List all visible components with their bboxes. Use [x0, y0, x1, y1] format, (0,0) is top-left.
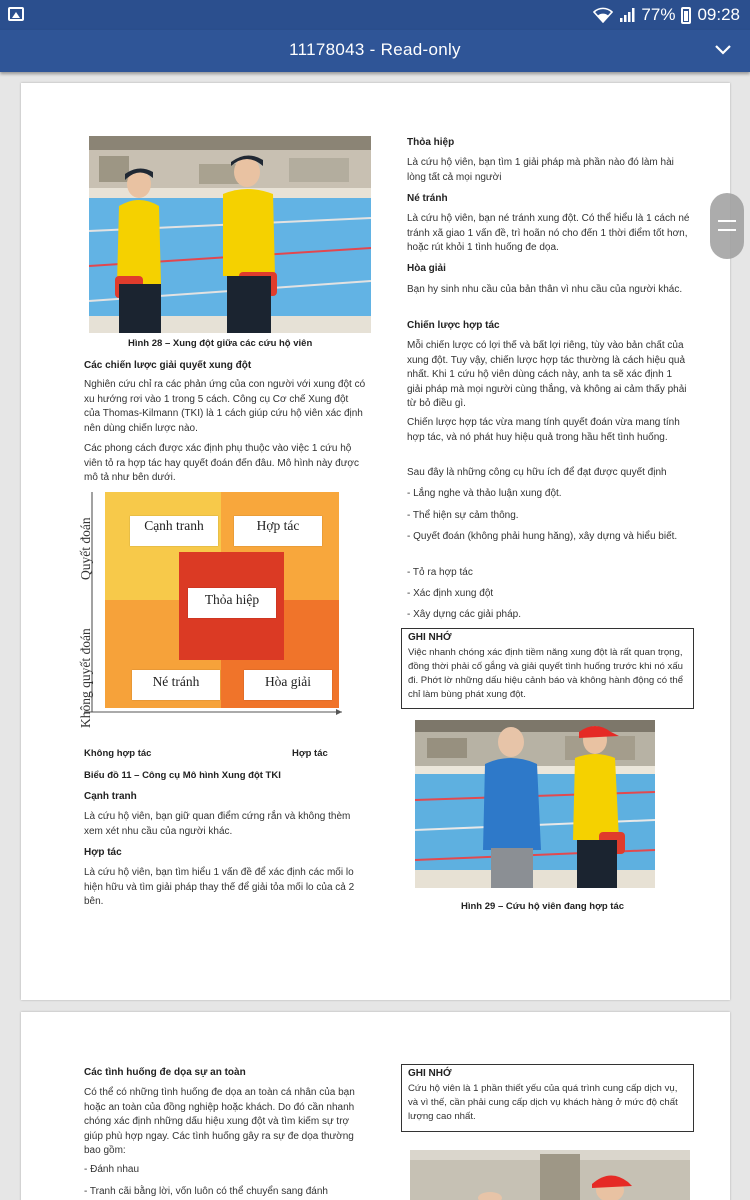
chevron-down-icon[interactable] [710, 37, 736, 63]
list-item: - Tỏ ra hợp tác [407, 567, 473, 578]
heading-compromising: Thỏa hiệp [407, 137, 455, 148]
figure-29-photo [415, 720, 655, 888]
list-item: - Lắng nghe và thảo luận xung đột. [407, 488, 562, 499]
figure-29-caption: Hình 29 – Cứu hộ viên đang hợp tác [461, 901, 625, 912]
paragraph-strategies-1: Nghiên cứu chỉ ra các phản ứng của con người với xung đột có xu hướng rơi vào 1 trong 5 cách. Công cụ Cơ chế Xung đột của Thomas-Kilmann (TKI) là 1 cách giúp cứu hộ viên xác định nên dùng chiến lược nào. [84, 379, 366, 434]
paragraph-threats: Có thể có những tình huống đe dọa an toàn cá nhân của bạn hoặc an toàn của đồng nghiệp hoặc khách. Do đó cần nhanh chóng xác định những dấu hiệu xung đột và tìm kiếm sự trợ giúp phù hợp ngay. Các tình huống gây ra sự đe dọa thường bao gồm: [84, 1087, 355, 1157]
list-item: - Đánh nhau [84, 1164, 140, 1175]
battery-icon [681, 7, 691, 24]
signal-icon [619, 7, 635, 23]
figure-28-photo [89, 136, 371, 333]
paragraph-collab-strategy-2: Chiến lược hợp tác vừa mang tính quyết đoán vừa mang tính hợp tác, và nó phát huy hiệu quả trong hầu hết tình huống. [407, 417, 680, 443]
note-body: Việc nhanh chóng xác định tiềm năng xung đột là rất quan trọng, đồng thời phải cố gắng và giải quyết tình huống trước khi nó xấu đi. Phớt lờ những dấu hiệu cảnh báo và không hành động có thể chỉ làm bùng phát xung đột. [408, 647, 684, 700]
paragraph-competing: Là cứu hộ viên, bạn giữ quan điểm cứng rắn và không thèm xem xét nhu cầu của người khác. [84, 811, 351, 837]
note-title: GHI NHỚ [408, 632, 452, 643]
tki-box-compromising: Thỏa hiệp [188, 588, 276, 618]
scroll-handle[interactable] [710, 193, 744, 259]
tki-x-label-right: Hợp tác [292, 748, 328, 759]
clock: 09:28 [697, 5, 740, 24]
note-title: GHI NHỚ [408, 1068, 452, 1079]
paragraph-collaborating: Là cứu hộ viên, bạn tìm hiểu 1 vấn đề để xác định các mối lo hiện hữu và tìm giải pháp thay thế để giải tỏa mối lo của cả 2 bên. [84, 867, 355, 908]
remember-note-1 [401, 628, 694, 709]
paragraph-collab-strategy-1: Mỗi chiến lược có lợi thế và bất lợi riêng, tùy vào bản chất của xung đột. Tuy vậy, chiến lược hợp tác thường là cách hiệu quả nhất. Khi 1 cứu hộ viên dùng cách này, anh ta sẽ xác định 1 giải pháp mà mọi người cùng thắng, và không ai cảm thấy phải từ bỏ điều gì. [407, 340, 687, 410]
heading-threats: Các tình huống đe dọa sự an toàn [84, 1067, 246, 1078]
tki-y-label-top: Quyết đoán [78, 517, 93, 580]
figure-28-caption: Hình 28 – Xung đột giữa các cứu hộ viên [128, 338, 313, 349]
gallery-notification-icon [8, 7, 24, 21]
page-2-photo [410, 1150, 690, 1200]
list-item: - Tranh cãi bằng lời, vốn luôn có thể chuyển sang đánh [84, 1186, 328, 1197]
heading-avoiding: Né tránh [407, 193, 448, 204]
paragraph-strategies-2: Các phong cách được xác định phụ thuộc vào việc 1 cứu hộ viên tỏ ra hợp tác hay quyết đoán đến đâu. Mô hình này được mô tả như bên dưới. [84, 443, 359, 484]
list-item: - Thể hiện sự cảm thông. [407, 510, 519, 521]
battery-percentage: 77% [641, 5, 676, 24]
tki-x-label-left: Không hợp tác [84, 748, 152, 759]
tki-y-label-bottom: Không quyết đoán [78, 628, 93, 728]
app-bar [0, 30, 750, 72]
heading-collaborating: Hợp tác [84, 847, 122, 858]
paragraph-accommodating: Bạn hy sinh nhu cầu của bản thân vì nhu cầu của người khác. [407, 284, 683, 295]
tki-diagram [78, 488, 346, 728]
list-item: - Xây dựng các giải pháp. [407, 609, 521, 620]
tki-box-competing: Cạnh tranh [130, 516, 218, 546]
tki-box-accommodating: Hòa giải [244, 670, 332, 700]
remember-note-2 [401, 1064, 694, 1132]
paragraph-tools-intro: Sau đây là những công cụ hữu ích để đạt được quyết định [407, 467, 667, 478]
tki-box-avoiding: Né tránh [132, 670, 220, 700]
heading-competing: Cạnh tranh [84, 791, 137, 802]
heading-strategies: Các chiến lược giải quyết xung đột [84, 360, 252, 371]
heading-collab-strategy: Chiến lược hợp tác [407, 320, 500, 331]
wifi-icon [593, 7, 613, 23]
list-item: - Quyết đoán (không phải hung hăng), xây dựng và hiểu biết. [407, 531, 678, 542]
tki-caption: Biểu đồ 11 – Công cụ Mô hình Xung đột TKI [84, 770, 281, 781]
document-title: 11178043 - Read-only [289, 40, 461, 59]
paragraph-compromising: Là cứu hộ viên, bạn tìm 1 giải pháp mà phần nào đó làm hài lòng tất cả mọi người [407, 157, 674, 183]
paragraph-avoiding: Là cứu hộ viên, bạn né tránh xung đột. Có thể hiểu là 1 cách né tránh xã giao 1 vấn đề, trì hoãn nó cho đến 1 thời điểm tốt hơn, hoặc rút khỏi 1 tình huống đe dọa. [407, 213, 690, 254]
status-icons [593, 5, 740, 25]
status-bar [0, 0, 750, 30]
tki-box-collaborating: Hợp tác [234, 516, 322, 546]
list-item: - Xác định xung đột [407, 588, 494, 599]
note-body: Cứu hộ viên là 1 phần thiết yếu của quá trình cung cấp dịch vụ, và vì thế, cần phải cung cấp dịch vụ khách hàng ở mức độ chất lượng cao nhất. [408, 1083, 678, 1122]
heading-accommodating: Hòa giải [407, 263, 446, 274]
